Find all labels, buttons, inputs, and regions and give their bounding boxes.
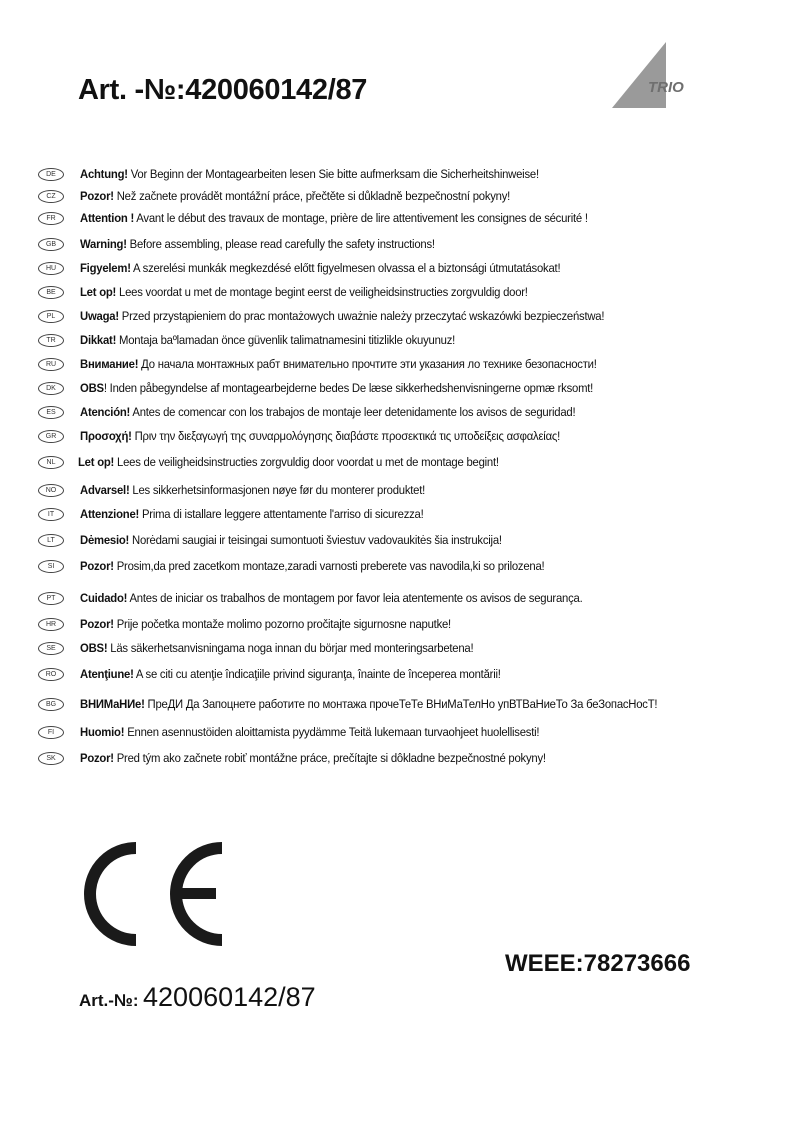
language-badge: SK [38,752,64,765]
warning-message: Läs säkerhetsanvisningama noga innan du börjar med monteringsarbetena! [107,641,474,655]
ce-mark-c [90,848,136,940]
warning-message: Než začnete provádět montážní práce, přečtěte si důkladně bezpečnostní pokyny! [113,189,511,203]
weee-number: WEEE:78273666 [505,950,691,977]
warning-keyword: Внимание! [80,357,139,371]
warning-keyword: Attention ! [80,211,135,225]
language-badge: DE [38,168,64,181]
warning-row [38,638,508,658]
language-badge: FI [38,726,64,739]
warning-keyword: Achtung! [80,167,128,181]
warning-keyword: OBS! [80,641,108,655]
warning-message: Pred tým ako začnete robiť montážne práce, prečítajte si dôkladne bezpečnostné pokyny! [113,751,546,765]
article-number-title: Art. -№:420060142/87 [78,74,368,106]
warning-keyword: OBS [80,381,104,395]
warning-row [38,330,488,350]
warning-text [80,357,597,371]
language-badge: CZ [38,190,64,203]
warning-text [80,751,546,765]
warning-message: A szerelési munkák megkezdésé előtt figyelmesen olvassa el a biztonsági útmutatásokat! [130,261,561,275]
warning-text [80,507,424,521]
language-badge: RO [38,668,64,681]
warning-keyword: Pozor! [80,751,114,765]
language-badge: NL [38,456,64,469]
warning-text [80,333,455,347]
warning-message: Πριν την διεξαγωγή της συναρμολόγησης διαβάστε προσεκτικά τις υποδείξεις ασφαλείας! [131,429,561,443]
logo-triangle [612,42,666,108]
warning-text [80,641,473,655]
warning-message: До начала монтажных рабт внимательно прочтите эти указания ло технике безопасности! [138,357,597,371]
warning-keyword: Cuidado! [80,591,128,605]
warning-keyword: Dėmesio! [80,533,130,547]
warning-keyword: Atención! [80,405,131,419]
warning-keyword: Pozor! [80,559,114,573]
language-badge: BE [38,286,64,299]
warning-text [80,261,560,275]
warning-row [38,426,602,446]
warning-row [38,378,638,398]
warning-row [38,258,602,278]
warning-message: Prima di istallare leggere attentamente l'arriso di sicurezza! [139,507,424,521]
language-badge: GB [38,238,64,251]
language-badge: PL [38,310,64,323]
warning-row [38,748,586,768]
warning-text [80,533,502,547]
warning-text [80,211,588,225]
warning-keyword: Atenţiune! [80,667,134,681]
warning-message: Avant le début des travaux de montage, prière de lire attentivement les consignes de sécurité ! [134,211,588,225]
ce-mark [70,838,230,950]
warning-message: ПреДИ Да Запоцнете работите по монтажа прочеТеТе ВНиМаТелНо упВТВаНиеТо За беЗопасНосТ! [144,697,658,711]
article-value: 420060142/87 [143,982,316,1012]
warning-text [80,237,435,251]
warning-keyword: ВНИМаНИе! [80,697,145,711]
warning-keyword: Προσοχή! [80,429,132,443]
warning-text [80,189,510,203]
warning-keyword: Dikkat! [80,333,117,347]
language-badge: HR [38,618,64,631]
warning-keyword: Pozor! [80,189,114,203]
warning-row [38,664,537,684]
language-badge: PT [38,592,64,605]
warning-message: Lees voordat u met de montage begint eerst de veiligheidsinstructies zorgvuldig door! [116,285,528,299]
warning-text [78,455,499,469]
warning-row [38,282,567,302]
warning-message: Norėdami saugiai ir teisingai sumontuoti šviestuv vadovaukitės šia instrukcija! [129,533,502,547]
warning-keyword: Let op! [78,455,115,469]
language-badge: FR [38,212,64,225]
warning-message: Les sikkerhetsinformasjonen nøye før du monterer produktet! [129,483,426,497]
warning-row [38,164,579,184]
warning-text [80,381,593,395]
warning-message: Antes de comencar con los trabajos de montaje leer detenidamente los avisos de seguridad! [130,405,576,419]
article-label: Art.-№: [79,991,139,1010]
language-badge: NO [38,484,64,497]
warning-row [38,234,466,254]
warning-text [80,591,582,605]
warning-keyword: Huomio! [80,725,125,739]
warning-text [80,617,451,631]
language-badge: HU [38,262,64,275]
language-badge: ES [38,406,64,419]
logo-text: TRIO [648,79,684,96]
warning-row [38,186,548,206]
warning-text [80,429,560,443]
warning-keyword: Let op! [80,285,117,299]
warning-text [80,725,539,739]
warning-row [38,556,585,576]
article-number-footer [79,982,316,1013]
warning-message: Ennen asennustöiden aloittamista pyydämme Teitä lukemaan turvaohjeet huolellisesti! [124,725,540,739]
warning-message: Montaja baºlamadan önce güvenlik talimatnamesini titizlikle okuyunuz! [116,333,456,347]
warning-message: Prosim,da pred zacetkom montaze,zaradi varnosti preberete vas navodila,ki so prilozena! [113,559,545,573]
ce-mark-e-bar [178,888,216,899]
warning-keyword: Warning! [80,237,127,251]
warning-message: Vor Beginn der Montagearbeiten lesen Sie bitte aufmerksam die Sicherheitshinweise! [127,167,539,181]
warning-row [38,694,708,714]
language-badge: SI [38,560,64,573]
warning-row [38,208,632,228]
language-badge: GR [38,430,64,443]
language-badge: LT [38,534,64,547]
language-badge: RU [38,358,64,371]
warning-message: Prije početka montaže molimo pozorno pročitajte sigurnosne naputke! [113,617,451,631]
warning-message: Przed przystąpieniem do prac montażowych uważnie należy przeczytać wskazówki bezpieczeństwa! [118,309,605,323]
warning-message: A se citi cu atenţie îndicaţiile privind siguranţa, înainte de începerea montării! [133,667,501,681]
warning-text [80,405,575,419]
warning-message: Before assembling, please read carefully the safety instructions! [126,237,435,251]
language-badge: TR [38,334,64,347]
warning-message: Antes de iniciar os trabalhos de montagem por favor leia atentemente os avisos de segurança. [127,591,583,605]
warning-text [80,309,604,323]
warning-row [38,614,483,634]
language-badge: BG [38,698,64,711]
warning-message: Lees de veiligheidsinstructies zorgvuldig door voordat u met de montage begint! [114,455,499,469]
language-badge: IT [38,508,64,521]
warning-row [38,504,453,524]
warning-keyword: Advarsel! [80,483,130,497]
warning-text [80,697,657,711]
warning-text [80,559,544,573]
warning-text [80,667,501,681]
warning-message: ! Inden påbegyndelse af montagearbejderne bedes De læse sikkerhedshenvisningerne opmæ rksomt! [103,381,594,395]
warning-text [80,285,528,299]
warning-row [38,722,579,742]
warning-row [38,530,538,550]
warning-keyword: Figyelem! [80,261,131,275]
warning-row [38,306,650,326]
warning-keyword: Uwaga! [80,309,119,323]
warning-keyword: Pozor! [80,617,114,631]
warning-row [38,452,535,472]
warning-keyword: Attenzione! [80,507,140,521]
warning-text [80,167,539,181]
warning-text [80,483,425,497]
warning-row [38,588,626,608]
warning-row [38,480,455,500]
trio-logo [606,40,706,110]
language-badge: SE [38,642,64,655]
warning-row [38,402,618,422]
language-badge: DK [38,382,64,395]
warning-row [38,354,642,374]
